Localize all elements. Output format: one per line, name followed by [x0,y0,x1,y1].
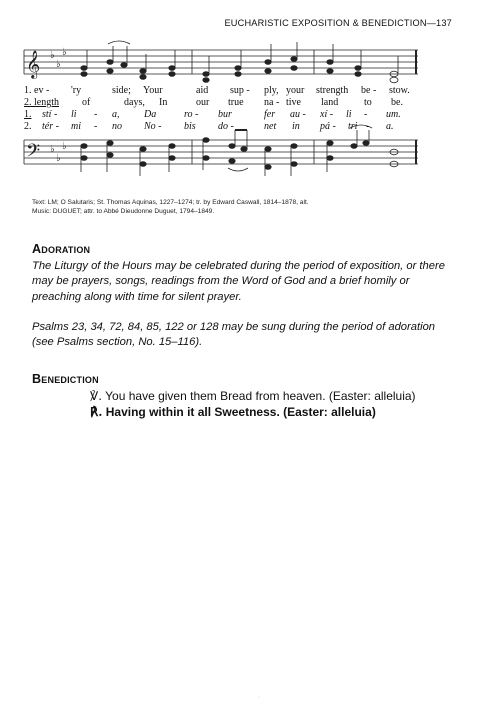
adoration-heading: Adoration [32,242,91,256]
svg-text:♭: ♭ [62,47,67,58]
bass-notes [81,125,398,176]
key-signature-treble [50,47,67,70]
bass-clef-icon: 𝄢 [26,141,41,166]
page-tick: ˌ [258,692,260,698]
key-signature-bass [50,141,67,164]
svg-text:♭: ♭ [50,144,55,155]
versicle-text: You have given them Bread from heaven. (Easter: alleluia) [105,389,416,403]
treble-clef-icon: 𝄞 [26,50,41,78]
credit-text: Text: LM; O Salutaris; St. Thomas Aquinas, 1227–1274; tr. by Edward Caswall, 1814–1878, alt. [32,199,309,206]
adoration-paragraph-2: Psalms 23, 34, 72, 84, 85, 122 or 128 may be sung during the period of adoration (see Psalms section, No. 15–116). [32,321,436,349]
versicle-line [90,389,416,403]
benediction-heading: Benediction [32,372,99,386]
response-mark: ℟. [90,405,103,419]
svg-text:♭: ♭ [56,153,61,164]
versicle-mark: ℣. [90,389,103,403]
running-head: EUCHARISTIC EXPOSITION & BENEDICTION—137 [224,18,452,28]
svg-text:♭: ♭ [50,50,55,61]
credit-music: Music: DUGUET; attr. to Abbé Dieudonne Duguet, 1794–1849. [32,208,215,215]
svg-text:♭: ♭ [62,141,67,152]
response-text: Having within it all Sweetness. (Easter: alleluia) [105,405,376,419]
response-line [90,405,376,419]
svg-text:♭: ♭ [56,59,61,70]
adoration-paragraph-1: The Liturgy of the Hours may be celebrated during the period of exposition, or there may be prayers, songs, readings from the Word of God and a brief homily or preaching along with time for silent prayer. [32,260,445,303]
